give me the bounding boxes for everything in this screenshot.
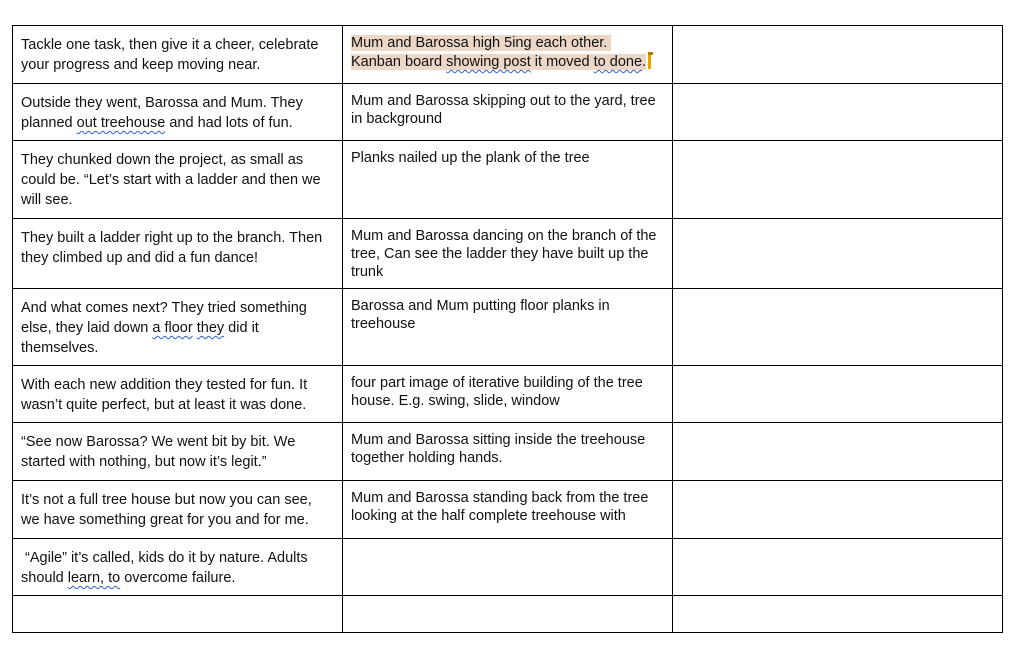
selected-text: Kanban board showing post it moved to done. [351,54,647,70]
notes-cell[interactable] [673,481,1003,539]
illustration-cell[interactable] [343,26,673,84]
illustration-cell[interactable]: Mum and Barossa sitting inside the treehouse together holding hands. [343,423,673,481]
notes-cell[interactable] [673,219,1003,289]
spellcheck-underline[interactable]: learn, to [67,570,121,586]
table-row [13,84,1003,141]
spellcheck-underline[interactable]: they [196,320,225,336]
notes-cell[interactable] [673,289,1003,366]
story-cell[interactable]: Tackle one task, then give it a cheer, celebrate your progress and keep moving near. [13,26,343,84]
story-cell[interactable] [13,596,343,633]
notes-cell[interactable] [673,423,1003,481]
table-row [13,366,1003,423]
spellcheck-underline[interactable]: to done [593,54,643,70]
story-table [12,25,1003,633]
illustration-cell[interactable] [343,596,673,633]
spellcheck-underline[interactable]: showing post [446,54,531,70]
table-row [13,26,1003,84]
notes-cell[interactable] [673,596,1003,633]
table-row [13,423,1003,481]
table-row [13,219,1003,289]
story-cell[interactable]: “See now Barossa? We went bit by bit. We started with nothing, but now it’s legit.” [13,423,343,481]
notes-cell[interactable] [673,84,1003,141]
spellcheck-underline[interactable]: a floor [152,320,193,336]
table-row [13,539,1003,596]
story-cell[interactable]: They built a ladder right up to the branch. Then they climbed up and did a fun dance! [13,219,343,289]
notes-cell[interactable] [673,141,1003,219]
spellcheck-underline[interactable]: out treehouse [76,115,166,131]
story-cell[interactable]: And what comes next? They tried something else, they laid down a floor they did it themselves. [13,289,343,366]
story-cell[interactable]: They chunked down the project, as small as could be. “Let’s start with a ladder and then we will see. [13,141,343,219]
table-row [13,481,1003,539]
notes-cell[interactable] [673,26,1003,84]
story-cell[interactable]: It’s not a full tree house but now you can see, we have something great for you and for me. [13,481,343,539]
illustration-cell[interactable]: Barossa and Mum putting floor planks in treehouse [343,289,673,366]
story-cell[interactable]: Outside they went, Barossa and Mum. They planned out treehouse and had lots of fun. [13,84,343,141]
table-row [13,289,1003,366]
illustration-cell[interactable] [343,539,673,596]
illustration-cell[interactable]: Mum and Barossa standing back from the tree looking at the half complete treehouse with [343,481,673,539]
cursor-flag-icon [648,52,651,69]
illustration-cell[interactable]: Mum and Barossa dancing on the branch of the tree, Can see the ladder they have built up the trunk [343,219,673,289]
notes-cell[interactable] [673,539,1003,596]
story-cell[interactable]: “Agile” it’s called, kids do it by nature. Adults should learn, to overcome failure. [13,539,343,596]
selected-text: Mum and Barossa high 5ing each other. [351,35,611,51]
illustration-cell[interactable]: Mum and Barossa skipping out to the yard, tree in background [343,84,673,141]
table-row [13,596,1003,633]
story-cell[interactable]: With each new addition they tested for fun. It wasn’t quite perfect, but at least it was done. [13,366,343,423]
illustration-cell[interactable]: four part image of iterative building of the tree house. E.g. swing, slide, window [343,366,673,423]
table-row [13,141,1003,219]
illustration-cell[interactable]: Planks nailed up the plank of the tree [343,141,673,219]
notes-cell[interactable] [673,366,1003,423]
